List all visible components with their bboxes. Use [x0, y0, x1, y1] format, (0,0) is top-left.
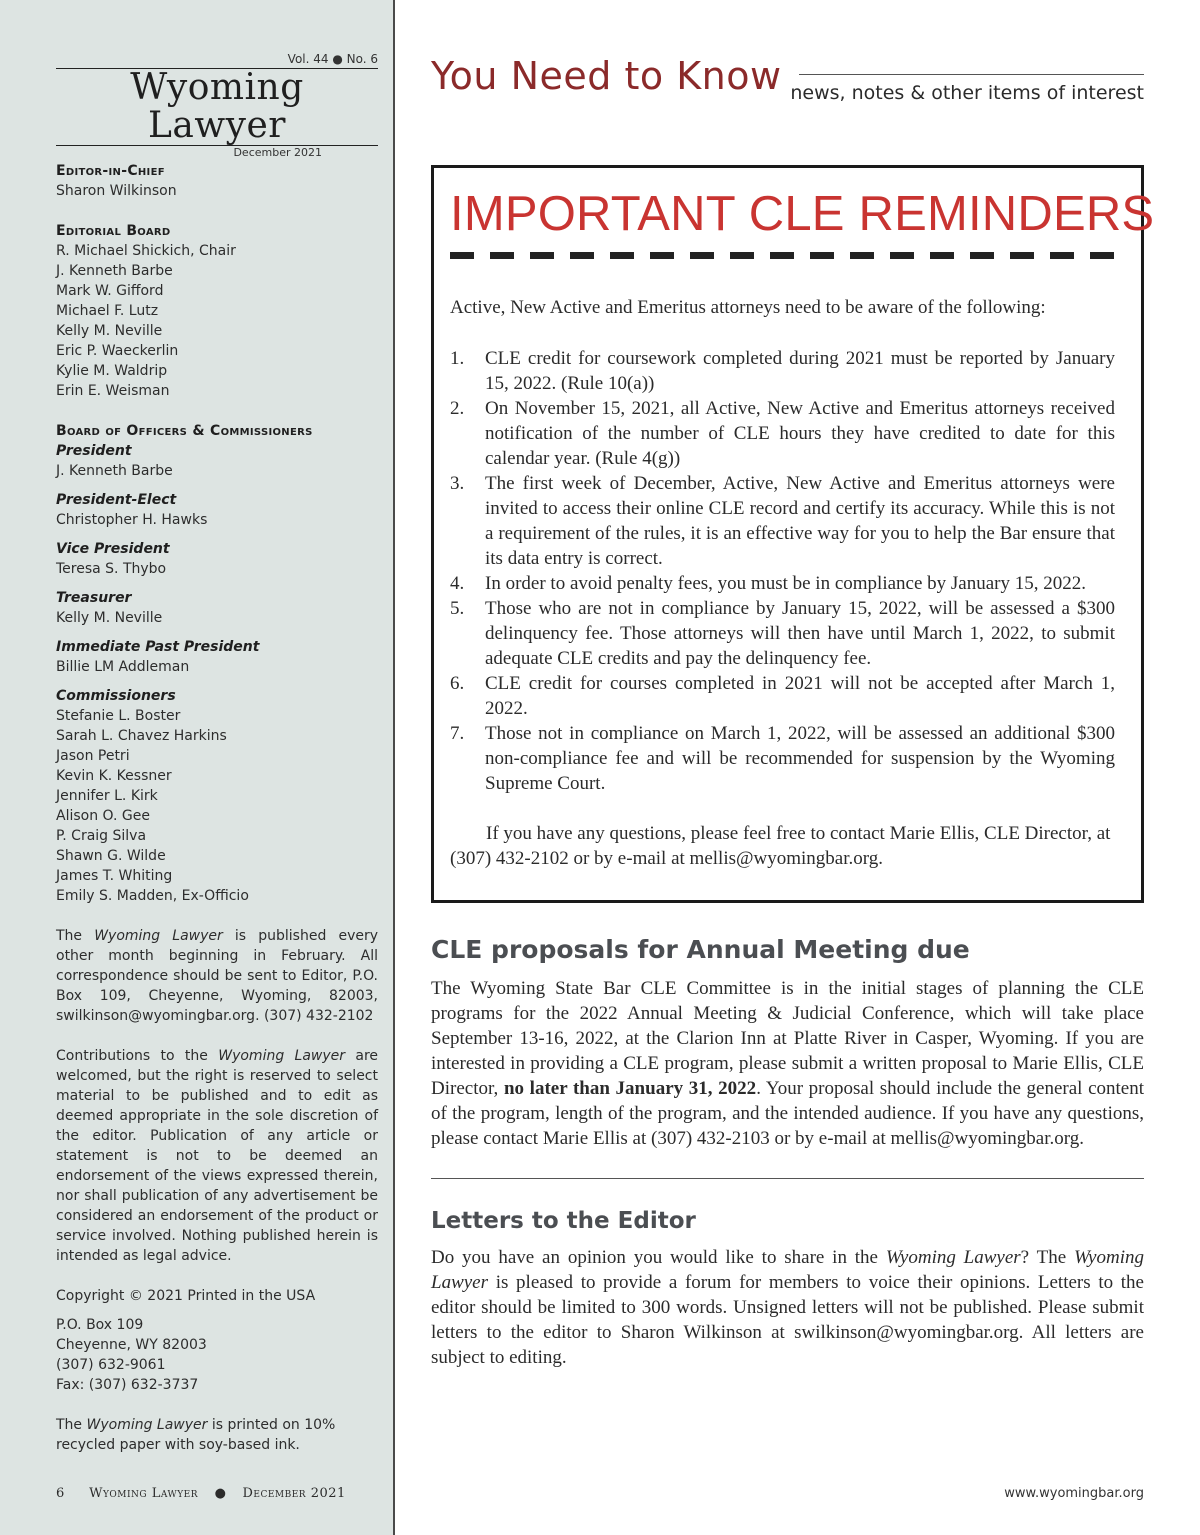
- proposals-heading: CLE proposals for Annual Meeting due: [431, 935, 970, 964]
- officer-role: Vice President: [56, 541, 170, 557]
- editor-name: Sharon Wilkinson: [56, 183, 177, 199]
- letters-body: Do you have an opinion you would like to share in the Wyoming Lawyer? The Wyoming Lawyer is pleased to provide a forum for members to voice their opinions. Letters to the editor should be limited to 300 words. Unsigned letters will not be published. Please submit letters to the editor to Sharon Wilkinson at swilkinson@wyomingbar.org. All letters are subject to editing.: [431, 1247, 1144, 1368]
- masthead-title: Wyoming Lawyer: [130, 67, 304, 146]
- board-heading: Editorial Board: [56, 223, 171, 239]
- recycled-note: The Wyoming Lawyer is printed on 10% recycled paper with soy-based ink.: [56, 1417, 336, 1453]
- list-item: 2. On November 15, 2021, all Active, New Active and Emeritus attorneys received notification of the number of CLE hours they have credited to date for this calendar year. (Rule 4(g)): [450, 398, 1115, 469]
- officer-name: Billie LM Addleman: [56, 659, 190, 675]
- commissioner: P. Craig Silva: [56, 828, 147, 844]
- commissioners-heading: Commissioners: [56, 688, 176, 704]
- list-item: 7. Those not in compliance on March 1, 2022, will be assessed an additional $300 non-compliance fee and will be recommended for suspension by the Wyoming Supreme Court.: [450, 723, 1115, 794]
- list-item: 5. Those who are not in compliance by January 15, 2022, will be assessed a $300 delinquency fee. Those attorneys will then have until March 1, 2022, to submit adequate CLE credits and pay the delinquency fee.: [450, 598, 1115, 669]
- cle-reminders-box: [431, 165, 1155, 903]
- section-header: [431, 54, 1144, 114]
- board-member: Michael F. Lutz: [56, 303, 159, 319]
- officer-role: Immediate Past President: [56, 639, 260, 655]
- list-item: 3. The first week of December, Active, New Active and Emeritus attorneys were invited to access their online CLE record and certify its accuracy. While this is not a requirement of the rules, it is an effective way for you to help the Bar ensure that its data entry is correct.: [450, 473, 1115, 569]
- list-item: 1. CLE credit for coursework completed during 2021 must be reported by January 15, 2022. (Rule 10(a)): [450, 348, 1115, 394]
- officer-name: Christopher H. Hawks: [56, 512, 208, 528]
- footer-bullet: ●: [214, 1486, 226, 1501]
- masthead: [56, 52, 378, 159]
- section-title-rule: [799, 74, 1144, 75]
- commissioner: Shawn G. Wilde: [56, 848, 166, 864]
- commissioner: Stefanie L. Boster: [56, 708, 181, 724]
- proposals-deadline: no later than January 31, 2022: [503, 1078, 757, 1099]
- board-member: Kylie M. Waldrip: [56, 363, 168, 379]
- officer-name: Kelly M. Neville: [56, 610, 163, 626]
- volume-number: Vol. 44 ● No. 6: [287, 52, 378, 66]
- board-member: J. Kenneth Barbe: [56, 263, 173, 279]
- commissioner: Emily S. Madden, Ex-Officio: [56, 888, 249, 904]
- list-item: 4. In order to avoid penalty fees, you must be in compliance by January 15, 2022.: [450, 573, 1086, 594]
- address-line: P.O. Box 109: [56, 1317, 144, 1333]
- officer-role: Treasurer: [56, 590, 132, 606]
- dashed-rule: [450, 252, 1115, 259]
- copyright: Copyright © 2021 Printed in the USA: [56, 1288, 316, 1304]
- masthead-date: December 2021: [233, 146, 322, 159]
- address-line: Cheyenne, WY 82003: [56, 1337, 207, 1353]
- contributions-statement: Contributions to the Wyoming Lawyer are welcomed, but the right is reserved to select material to be published and to edit as deemed appropriate in the sole discretion of the editor. Publication of any article or statement is not to be deemed an endorsement of the views expressed therein, nor shall publication of any advertisement be considered an endorsement of the product or service involved. Nothing published herein is intended as legal advice.: [56, 1048, 378, 1264]
- board-member: Kelly M. Neville: [56, 323, 163, 339]
- letters-heading: Letters to the Editor: [431, 1208, 696, 1234]
- board-member: Erin E. Weisman: [56, 383, 170, 399]
- officer-role: President: [56, 443, 132, 459]
- commissioner: Sarah L. Chavez Harkins: [56, 728, 227, 744]
- footer-left: [56, 1486, 346, 1501]
- staff-listing: [56, 161, 378, 1455]
- footer-url: www.wyomingbar.org: [1004, 1486, 1144, 1501]
- commissioner: Kevin K. Kessner: [56, 768, 172, 784]
- proposals-body: The Wyoming State Bar CLE Committee is in the initial stages of planning the CLE programs for the 2022 Annual Meeting & Judicial Conference, which will take place September 13-16, 2022, at the Clarion Inn at Platte River in Casper, Wyoming. If you are interested in providing a CLE program, please submit a written proposal to Marie Ellis, CLE Director, no later than January 31, 2022. Your proposal should include the general content of the program, length of the program, and the intended audience. If you have any questions, please contact Marie Ellis at (307) 432-2103 or by e-mail at mellis@wyomingbar.org.: [431, 978, 1145, 1149]
- footer-publication: Wyoming Lawyer: [89, 1486, 199, 1501]
- sidebar: [0, 0, 395, 1535]
- cle-reminders-title: IMPORTANT CLE REMINDERS: [450, 187, 1155, 241]
- board-member: Mark W. Gifford: [56, 283, 164, 299]
- commissioner: Alison O. Gee: [56, 808, 150, 824]
- board-member: R. Michael Shickich, Chair: [56, 243, 236, 259]
- publication-statement: The Wyoming Lawyer is published every other month beginning in February. All correspondence should be sent to Editor, P.O. Box 109, Cheyenne, Wyoming, 82003, swilkinson@wyomingbar.org. (307) 432-2102: [56, 928, 379, 1024]
- board-member: Eric P. Waeckerlin: [56, 343, 179, 359]
- cle-closing: If you have any questions, please feel free to contact Marie Ellis, CLE Director, at (307) 432-2102 or by e-mail at mellis@wyomingbar.org.: [450, 823, 1111, 869]
- section-divider: [431, 1178, 1144, 1179]
- officer-role: President-Elect: [56, 492, 177, 508]
- commissioner: Jennifer L. Kirk: [56, 788, 158, 804]
- cle-reminders-list: [450, 346, 1115, 796]
- officer-name: Teresa S. Thybo: [56, 561, 167, 577]
- page-number: 6: [56, 1486, 65, 1501]
- footer-date: December 2021: [242, 1486, 346, 1501]
- section-title: You Need to Know: [431, 54, 782, 98]
- fax: Fax: (307) 632-3737: [56, 1377, 199, 1393]
- phone: (307) 632-9061: [56, 1357, 166, 1373]
- list-item: 6. CLE credit for courses completed in 2021 will not be accepted after March 1, 2022.: [450, 673, 1115, 719]
- officer-name: J. Kenneth Barbe: [56, 463, 173, 479]
- commissioner: Jason Petri: [56, 748, 130, 764]
- officers-heading: Board of Officers & Commissioners: [56, 423, 313, 439]
- commissioner: James T. Whiting: [56, 868, 173, 884]
- editor-heading: Editor-in-Chief: [56, 163, 165, 179]
- section-subtitle: news, notes & other items of interest: [790, 82, 1144, 104]
- cle-intro: Active, New Active and Emeritus attorneys need to be aware of the following:: [450, 297, 1046, 318]
